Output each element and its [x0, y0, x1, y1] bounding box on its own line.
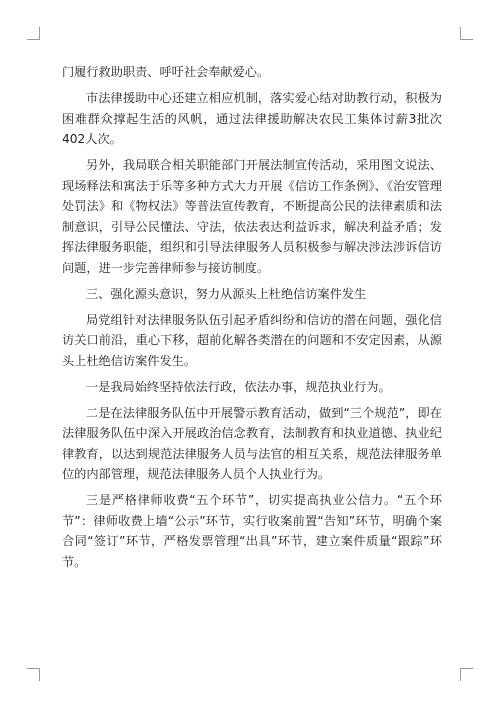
crop-mark-bottom-right — [460, 668, 473, 681]
paragraph-legal-aid: 市法律援助中心还建立相应机制，落实爱心结对助教行动，积极为困难群众撑起生活的风帆，通过法律援助解决农民工集体讨薪3批次402人次。 — [62, 91, 442, 146]
section-heading: 三、强化源头意识，努力从源头上杜绝信访案件发生 — [86, 286, 367, 301]
crop-mark-bottom-left — [27, 668, 40, 681]
paragraph-party-group: 局党组针对法律服务队伍引起矛盾纠纷和信访的潜在问题，强化信访关口前沿，重心下移，超前化解各类潜在的问题和不安定因素，从源头上杜绝信访案件发生。 — [62, 312, 442, 368]
document-body — [62, 62, 442, 572]
crop-mark-top-right — [460, 27, 473, 40]
paragraph-continuation: 门履行救助职责、呼吁社会奉献爱心。 — [62, 65, 270, 79]
paragraph-point-two: 二是在法律服务队伍中开展警示教育活动，做到“三个规范”，即在法律服务队伍中深入开展政治信念教育，法制教育和执业道德、执业纪律教育，以达到规范法律服务人员与法官的相互关系，规范法律服务单位的内部管理，规范法律服务人员个人执业行为。 — [62, 405, 442, 481]
paragraph-point-one: 一是我局始终坚持依法行政，依法办事，规范执业行为。 — [86, 379, 391, 394]
paragraph-point-three: 三是严格律师收费“五个环节”，切实提高执业公信力。“五个环节”：律师收费上墙“公示”环节，实行收案前置“告知”环节，明确个案合同“签订”环节，严格发票管理“出具”环节，建立案件质量“跟踪”环节。 — [62, 493, 442, 569]
paragraph-legal-publicity: 另外，我局联合相关职能部门开展法制宣传活动，采用图文说法、现场释法和寓法于乐等多种方式大力开展《信访工作条例》、《治安管理处罚法》和《物权法》等普法宣传教育，不断提高公民的法律素质和法制意识，引导公民懂法、守法，依法表达利益诉求，解决利益矛盾；发挥法律服务职能，组织和引导法律服务人员积极参与解决涉法涉诉信访问题，进一步完善律师参与接访制度。 — [62, 158, 442, 275]
crop-mark-top-left — [27, 27, 40, 40]
